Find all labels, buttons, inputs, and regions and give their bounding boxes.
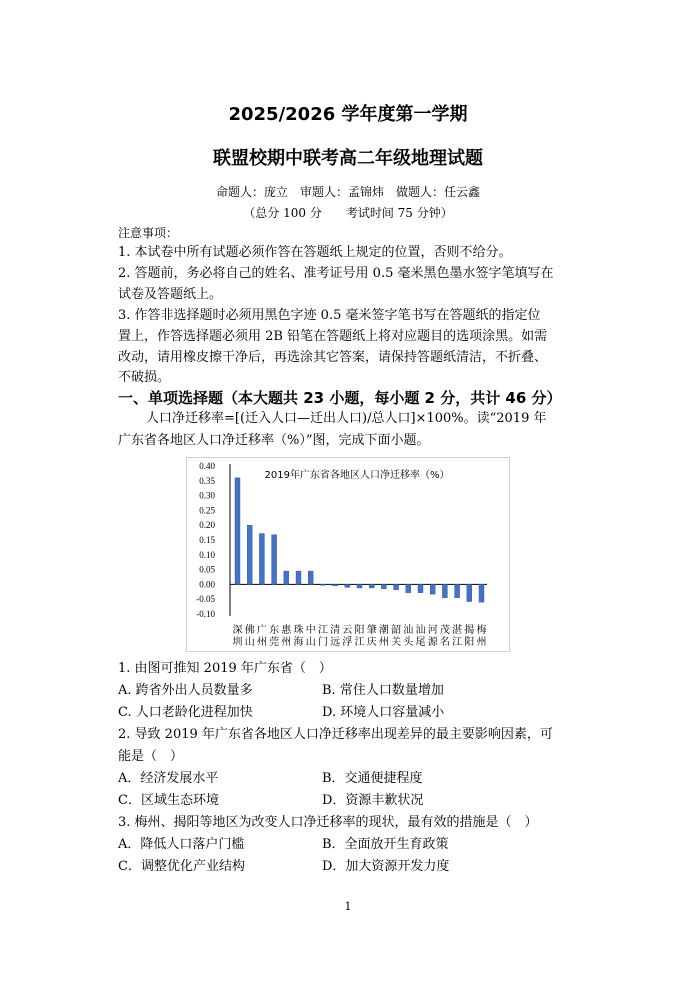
option: B．交通便捷程度 xyxy=(322,771,423,786)
x-tick-label: 圳 xyxy=(232,637,243,648)
x-tick-label: 东 xyxy=(269,625,280,636)
x-tick-label: 庆 xyxy=(366,637,377,648)
bar-清远 xyxy=(333,584,338,585)
bar-中山 xyxy=(308,571,313,584)
y-tick-label: 0.15 xyxy=(199,535,215,545)
option: C. 人口老龄化进程加快 xyxy=(118,705,253,720)
x-tick-label: 源 xyxy=(427,637,438,648)
option: A. 跨省外出人员数量多 xyxy=(118,683,253,698)
x-tick-label: 梅 xyxy=(476,625,487,636)
x-tick-label: 远 xyxy=(330,637,341,648)
net-migration-chart xyxy=(186,457,510,652)
bar-肇庆 xyxy=(369,584,374,588)
exam-info: （总分 100 分 考试时间 75 分钟） xyxy=(243,206,453,220)
note-line: 2. 答题前，务必将自己的姓名、准考证号用 0.5 毫米黑色墨水签字笔填写在 xyxy=(118,266,554,281)
x-tick-label: 揭 xyxy=(464,625,475,636)
x-tick-label: 肇 xyxy=(366,625,377,636)
y-tick-label: 0.20 xyxy=(199,520,215,531)
y-tick-label: 0.25 xyxy=(199,505,215,516)
page-number: 1 xyxy=(344,900,352,913)
x-tick-label: 浮 xyxy=(342,637,353,648)
x-tick-label: 清 xyxy=(330,625,341,636)
option: D．资源丰歉状况 xyxy=(322,793,424,808)
section-title: 一、单项选择题（本大题共 23 小题，每小题 2 分，共计 46 分） xyxy=(118,389,562,407)
x-tick-label: 尾 xyxy=(415,637,426,648)
x-tick-label: 江 xyxy=(452,637,463,648)
x-tick-label: 汕 xyxy=(415,625,426,636)
bar-云浮 xyxy=(345,584,350,587)
bar-佛山 xyxy=(247,525,252,584)
x-tick-label: 州 xyxy=(281,637,292,648)
x-tick-label: 佛 xyxy=(244,625,255,636)
y-tick-label: 0.00 xyxy=(199,579,215,590)
x-tick-label: 阳 xyxy=(354,625,365,636)
note-line: 3. 作答非选择题时必须用黑色字迹 0.5 毫米签字笔书写在答题纸的指定位 xyxy=(118,308,541,323)
x-tick-label: 韶 xyxy=(391,625,402,636)
x-tick-label: 湛 xyxy=(452,625,463,636)
y-tick-label: -0.10 xyxy=(196,609,215,619)
note-line: 置上，作答选择题必须用 2B 铅笔在答题纸上将对应题目的选项涂黑。如需 xyxy=(118,329,548,344)
option: C．区域生态环境 xyxy=(118,793,219,808)
x-tick-label: 阳 xyxy=(464,637,475,648)
x-tick-label: 江 xyxy=(354,637,365,648)
option: D．加大资源开发力度 xyxy=(322,859,450,874)
bar-河源 xyxy=(430,584,435,594)
option: D. 环境人口容量减小 xyxy=(322,705,445,720)
bar-潮州 xyxy=(381,584,386,588)
x-tick-label: 关 xyxy=(391,637,402,648)
bar-汕头 xyxy=(406,584,411,592)
x-tick-label: 珠 xyxy=(293,625,304,636)
note-line: 不破损。 xyxy=(118,370,171,385)
notes-label: 注意事项： xyxy=(118,226,179,240)
bar-揭阳 xyxy=(467,584,472,601)
note-line: 改动，请用橡皮擦干净后，再选涂其它答案，请保持答题纸清洁，不折叠、 xyxy=(118,350,548,365)
x-tick-label: 门 xyxy=(317,637,328,648)
title-exam: 联盟校期中联考高二年级地理试题 xyxy=(213,148,483,169)
y-tick-label: 0.10 xyxy=(199,549,215,560)
x-tick-label: 中 xyxy=(305,625,316,636)
x-tick-label: 茂 xyxy=(439,625,450,636)
x-tick-label: 州 xyxy=(378,637,389,648)
chart-title: 2019年广东省各地区人口净迁移率（%） xyxy=(264,470,450,481)
x-tick-label: 云 xyxy=(342,625,353,636)
question-stem: 能是（ ） xyxy=(118,749,184,764)
x-tick-label: 汕 xyxy=(403,625,414,636)
y-tick-label: -0.05 xyxy=(196,594,215,605)
bar-东莞 xyxy=(272,535,277,585)
bar-梅州 xyxy=(479,584,484,602)
option: B. 常住人口数量增加 xyxy=(322,683,444,698)
x-tick-label: 州 xyxy=(256,637,267,648)
x-tick-label: 潮 xyxy=(378,625,389,636)
y-tick-label: 0.40 xyxy=(199,461,215,471)
bar-湛江 xyxy=(455,584,460,597)
x-tick-label: 莞 xyxy=(269,637,280,648)
x-tick-label: 州 xyxy=(476,637,487,648)
bar-阳江 xyxy=(357,584,362,588)
x-tick-label: 山 xyxy=(305,637,316,648)
x-tick-label: 山 xyxy=(244,637,255,648)
question-stem: 3. 梅州、揭阳等地区为改变人口净迁移率的现状，最有效的措施是（ ） xyxy=(118,815,538,830)
option: A．经济发展水平 xyxy=(118,771,219,786)
bar-广州 xyxy=(259,533,264,584)
y-tick-label: 0.05 xyxy=(199,564,215,575)
note-line: 试卷及答题纸上。 xyxy=(118,287,223,302)
option: C．调整优化产业结构 xyxy=(118,859,245,874)
bar-茂名 xyxy=(442,584,447,597)
x-tick-label: 名 xyxy=(439,637,450,648)
option: A．降低人口落户门槛 xyxy=(118,837,245,852)
title-term: 2025/2026 学年度第一学期 xyxy=(228,104,468,125)
bar-惠州 xyxy=(284,571,289,584)
bar-汕尾 xyxy=(418,584,423,592)
intro-line: 人口净迁移率=[(迁入人口—迁出人口)/总人口]×100%。读“2019 年 xyxy=(146,411,547,426)
bar-江门 xyxy=(320,584,325,585)
x-tick-label: 惠 xyxy=(281,625,292,636)
y-tick-label: 0.35 xyxy=(199,475,215,486)
intro-line: 广东省各地区人口净迁移率（%）”图，完成下面小题。 xyxy=(118,433,430,448)
x-tick-label: 广 xyxy=(256,625,267,636)
option: B．全面放开生育政策 xyxy=(322,837,449,852)
note-line: 1. 本试卷中所有试题必须作答在答题纸上规定的位置，否则不给分。 xyxy=(118,245,512,260)
question-stem: 2. 导致 2019 年广东省各地区人口净迁移率出现差异的最主要影响因素，可 xyxy=(118,727,553,742)
bar-深圳 xyxy=(235,478,240,585)
x-tick-label: 深 xyxy=(232,625,243,636)
authors: 命题人：庞立 审题人：孟锦炜 做题人：任云鑫 xyxy=(215,185,480,199)
x-tick-label: 江 xyxy=(317,625,328,636)
question-stem: 1. 由图可推知 2019 年广东省（ ） xyxy=(118,661,332,676)
bar-珠海 xyxy=(296,571,301,584)
x-tick-label: 海 xyxy=(293,637,304,648)
bar-韶关 xyxy=(394,584,399,589)
x-tick-label: 河 xyxy=(427,625,438,636)
x-tick-label: 头 xyxy=(403,637,414,648)
y-tick-label: 0.30 xyxy=(199,490,215,501)
